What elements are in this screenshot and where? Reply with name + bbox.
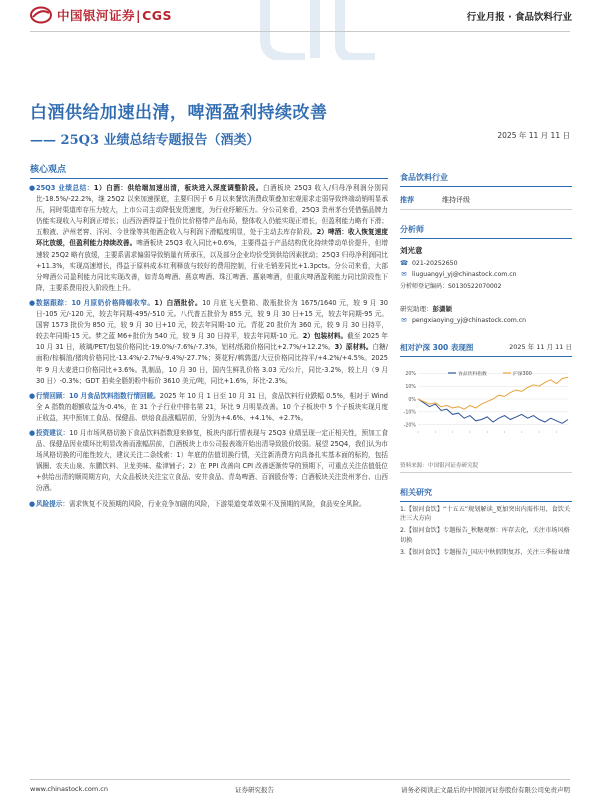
related-item[interactable]: 1.【银河食饮】“十五五”规划解读_更加突出内需作用，食饮关注三大方向 [400,506,571,523]
title-block [30,98,575,148]
report-date: 2025 年 11 月 11 日 [497,131,570,140]
footer-center: 证券研究报告 [234,786,274,794]
core-views-heading: 核心观点 [30,162,388,179]
bullet-icon: ● [29,298,36,307]
bullet-icon: ● [29,428,36,437]
rating-label: 推荐 [400,196,414,204]
report-subtitle: —— 25Q3 业绩总结专题报告（酒类） [30,133,260,148]
mail-icon: ✉ [401,270,407,278]
rating-row [400,195,572,210]
series-line [418,399,568,423]
header-divider [30,31,570,32]
sidebar [400,172,572,557]
watermark-graphic [245,0,395,60]
report-title: 白酒供给加速出清，啤酒盈利持续改善 [30,103,328,123]
bullet-icon: ● [29,184,36,192]
related-item[interactable]: 3.【银河食饮】专题报告_国庆中秋假期复苏，关注三季报业绩 [400,548,570,556]
paragraph-risk-warning: ● 风险提示：需求恢复不及预期的风险，行业竞争加剧的风险，下游渠道变革效果不及预期的风险，食品安全风险。 [30,499,388,510]
research-assistant: 研究助理：彭潇颖 [400,305,452,313]
performance-chart-svg [400,361,572,459]
footer-disclaimer: 请务必阅读正文最后的中国银河证券股份有限公司免责声明 [400,786,570,794]
bullet-icon: ● [29,499,36,508]
y-tick-label: -10% [403,410,416,416]
analyst-name: 刘光意 [400,246,423,255]
analyst-email[interactable]: ✉ liuguangyi_yj@chinastock.com.cn [401,270,517,278]
logo-separator: | [136,8,142,23]
paragraph-market-review: ● 行情回顾：10 月食品饮料指数行情回暖。2025 年 10 月 1 日至 10 月 31 日，食品饮料行业跌幅 0.5%，相对于 Wind 全 A 指数的超额收益为-0.4%，在 31 个子行业中排名第 21，环比 9 月明显改善。10 个子板块中 5 个子板块实现月度正收益，其中预加工食品、保健品、烘焙食品涨幅居前，分别为+4.6%、+4.1%、+2.7%。 [29,391,388,422]
logo-en: CGS [142,8,173,23]
y-tick-label: 0% [408,397,416,403]
core-views-section [30,162,388,510]
y-tick-label: 20% [405,372,416,378]
chart-date: 2025 年 11 月 11 日 [509,343,572,351]
footer-site[interactable]: www.chinastock.com.cn [30,785,108,793]
analyst-registration: 分析师登记编码：S0130522070002 [400,283,502,290]
paragraph-earnings-summary: ● 25Q3 业绩总结：1）白酒：供给端加速出清，板块进入深度调整阶段。白酒板块 25Q3 收入/归母净利润分别同比-18.5%/-22.2%，继 25Q2 以来加速探底，主要归因于 6 月以来餐饮消费政策叠加宏观需求走弱导致终端动销明显承压，同时渠道库存压力较大，上市公司主动降低发货速度，为行业纾解压力。分公司来看，25Q3 贵州茅台凭借强品牌力仍能实现收入与利润正增长；山西汾酒得益于性价比价格带产品布局，整体收入仍能实现正增长，但盈利能力略有下滑；五粮液、泸州老窖、洋河、今世缘等其他酒企收入与利润下滑幅度明显，处于主动去库存阶段。2）啤酒：收入恢复速度环比放缓，但盈利能力持续改善。啤酒板块 25Q3 收入同比+0.6%，主要得益于产品结构优化持续带动单价提升，但增速较 25Q2 略有放缓，主要系需求偏弱导致销量有所承压，以及部分企业均价受到供给因素扰动；25Q3 归母净利润同比+11.3%，实现高速增长，得益于原料成本红利释放与较好的费用控制，行业毛销差同比+1.3pcts。分公司来看，大部分啤酒公司盈利能力同比实现改善，如青岛啤酒、燕京啤酒、珠江啤酒、惠泉啤酒，但重庆啤酒盈利能力同比阶段性下降，主要系费用投入阶段性上升。 [29,184,389,292]
analyst-heading: 分析师 [400,224,572,239]
y-tick-label: -20% [403,423,416,429]
mail-icon: ✉ [401,316,407,324]
paragraph-investment-advice: ● 投资建议：10 月市场风格切换下食品饮料指数迎来修复，板块内部行情表现与 25Q3 业绩呈现一定正相关性，预加工食品、保健品因业绩环比明显改善而涨幅居前，白酒板块上市公司报表端开始出清导致股价较弱。展望 25Q4，我们认为市场风格切换的可能性较大，建议关注二条线索：1）年底的估值切换行情，关注新消费方向具备扎实基本面的标的，包括锅圈、农夫山泉、东鹏饮料、卫龙美味、盐津铺子；2）在 PPI 改善向 CPI 改善逐渐传导的预期下，可重点关注估值低位+供给出清的顺周期方向，大众品板块关注宝立食品、安井食品、青岛啤酒、百润股份等；白酒板块关注贵州茅台、山西汾酒。 [29,428,389,493]
logo-cn: 中国银河证券 [57,8,136,23]
legend-label: 沪深300 [513,371,532,377]
phone-icon: ☎ [400,259,409,267]
related-heading: 相关研究 [400,487,572,502]
page-header [0,0,600,34]
y-tick-label: 10% [405,385,416,390]
report-type-tag: 行业月报 · 食品饮料行业 [466,12,572,23]
legend-label: 食品饮料指数 [458,371,487,377]
assistant-email[interactable]: ✉ pengxiaoying_yj@chinastock.com.cn [401,316,527,324]
chart-source: 资料来源：中国银河证券研究院 [400,461,572,473]
rating-value: 维持评级 [442,196,470,204]
cgs-logo-icon [30,6,52,24]
related-item[interactable]: 2.【银河食饮】专题报告_秋糖观察：库存去化，关注市场风格切换 [400,527,570,544]
page-footer [30,779,570,794]
industry-heading: 食品饮料行业 [400,172,572,187]
company-logo [30,6,172,24]
series-line [418,377,568,409]
related-research [400,487,572,557]
bullet-icon: ● [29,391,36,400]
chart-title: 相对沪深 300 表现图 [400,343,474,352]
paragraph-data-tracking: ● 数据跟踪：10 月原奶价格降幅收窄。1）白酒批价。10 月底飞天整箱、散瓶批价为 1675/1640 元，较 9 月 30 日-105 元/-120 元，较去年同期-495/-510 元。八代普五批价为 855 元，较 9 月 30 日+15 元，较去年同期-95 元。国窖 1573 批价为 850 元，较 9 月 30 日+10 元，较去年同期-10 元。青花 20 批价为 360 元，较 9 月 30 日持平，较去年同期-15 元。梦之蓝 M6+批价为 540 元，较 9 月 30 日持平，较去年同期-10 元。2）包装材料。截至 2025 年 10 月 31 日，玻璃/PET/包装价格同比-19.0%/-7.6%/-7.3%，铝材/纸箱价格同比+2.7%/+12.2%。3）原材料。白糖/面粉/棕榈油/猪肉价格同比-13.4%/-2.7%/-9.4%/-27.7%；葵花籽/鹌鹑蛋/大豆价格同比持平/+4.2%/+4.5%。2025 年 9 月大麦进口价格同比+3.6%。乳制品，10 月 30 日，国内生鲜乳价格 3.03 元/公斤，同比-3.2%，较上月（9 月 30 日）-0.3%；GDT 拍卖全脂奶粉中标价 3610 美元/吨，同比+1.6%，环比-2.3%。 [29,298,389,385]
analyst-phone: ☎ 021-20252650 [400,259,458,267]
relative-performance-chart [400,342,572,473]
